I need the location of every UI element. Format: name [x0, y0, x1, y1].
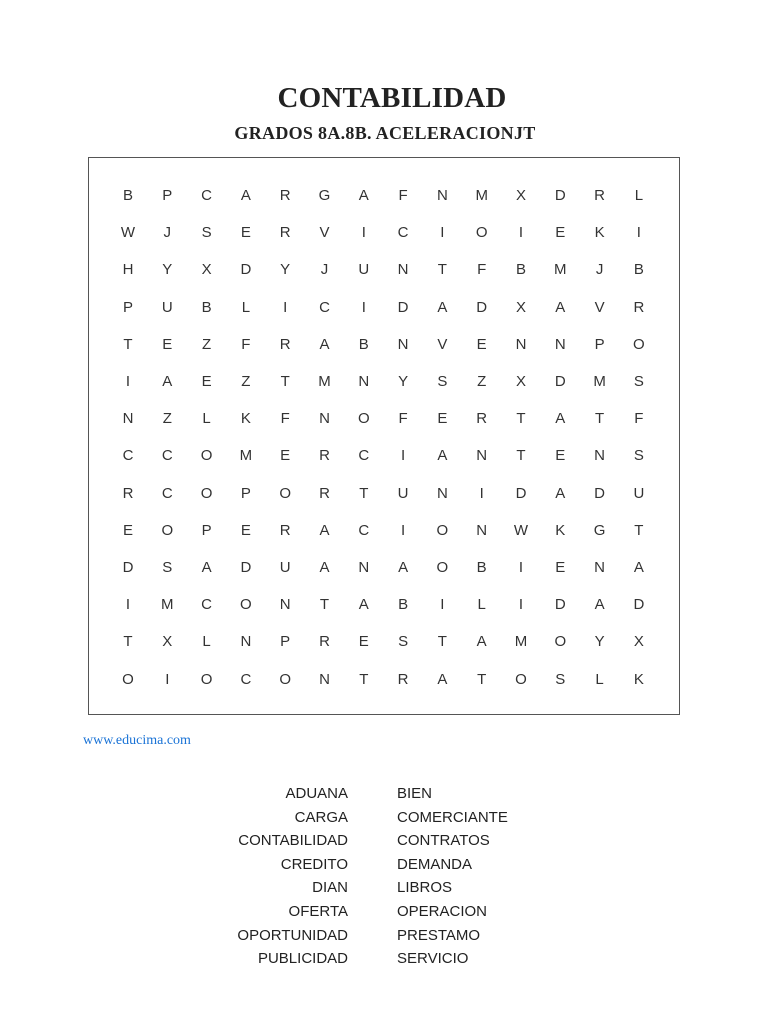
grid-letter[interactable]: I — [401, 447, 406, 465]
word-list-item: PUBLICIDAD — [257, 950, 348, 968]
grid-letter[interactable]: K — [240, 410, 251, 428]
grid-row — [89, 484, 679, 504]
grid-letter[interactable]: T — [437, 633, 447, 651]
grid-letter[interactable]: G — [318, 187, 331, 204]
word-list-item: DIAN — [312, 879, 348, 897]
grid-letter[interactable]: A — [555, 298, 566, 316]
grid-letter[interactable]: A — [437, 447, 448, 465]
grid-letter[interactable]: N — [240, 633, 252, 651]
grid-letter[interactable]: U — [161, 298, 173, 316]
grid-row — [89, 558, 679, 578]
grid-letter[interactable]: X — [515, 373, 526, 390]
grid-letter[interactable]: D — [476, 298, 488, 316]
grid-letter[interactable]: O — [200, 670, 213, 688]
word-list-item: OFERTA — [288, 902, 348, 920]
grid-letter[interactable]: E — [201, 373, 212, 390]
word-list-left — [160, 784, 348, 973]
grid-letter[interactable]: U — [279, 559, 291, 576]
grid-letter[interactable]: X — [515, 187, 526, 204]
grid-letter[interactable]: C — [319, 298, 330, 316]
grid-letter[interactable]: L — [595, 670, 604, 688]
grid-letter[interactable]: W — [120, 224, 136, 242]
grid-letter[interactable]: O — [279, 484, 292, 502]
grid-letter[interactable]: A — [358, 187, 369, 204]
grid-letter[interactable]: V — [319, 224, 330, 242]
grid-letter[interactable]: P — [201, 521, 212, 539]
word-list-item: LIBROS — [397, 879, 453, 897]
grid-letter[interactable]: I — [401, 521, 406, 539]
grid-letter[interactable]: Y — [162, 261, 173, 279]
grid-letter[interactable]: W — [513, 521, 529, 539]
grid-letter[interactable]: E — [476, 335, 487, 353]
grid-letter[interactable]: M — [554, 261, 567, 279]
grid-letter[interactable]: I — [636, 224, 641, 242]
grid-letter[interactable]: E — [240, 521, 251, 539]
grid-letter[interactable]: I — [361, 224, 366, 242]
grid-letter[interactable]: I — [361, 298, 366, 316]
grid-letter[interactable]: P — [594, 335, 605, 353]
grid-letter[interactable]: T — [359, 484, 369, 502]
grid-letter[interactable]: U — [358, 261, 370, 279]
grid-letter[interactable]: N — [476, 521, 488, 539]
grid-letter[interactable]: L — [634, 187, 644, 204]
grid-letter[interactable]: R — [476, 410, 488, 428]
grid-letter[interactable]: R — [122, 484, 134, 502]
grid-letter[interactable]: E — [555, 559, 566, 576]
grid-letter[interactable]: C — [358, 447, 370, 465]
grid-letter[interactable]: N — [279, 596, 291, 614]
word-list-item: OPERACION — [397, 902, 488, 920]
grid-letter[interactable]: N — [594, 559, 606, 576]
grid-letter[interactable]: Z — [202, 335, 212, 353]
grid-letter[interactable]: D — [633, 596, 645, 614]
grid-letter[interactable]: Y — [398, 373, 409, 390]
grid-letter[interactable]: C — [161, 447, 173, 465]
grid-letter[interactable]: Z — [162, 410, 172, 428]
grid-letter[interactable]: A — [633, 559, 644, 576]
grid-letter[interactable]: C — [201, 187, 213, 204]
grid-letter[interactable]: I — [518, 559, 524, 576]
grid-letter[interactable]: A — [358, 596, 369, 614]
grid-letter[interactable]: U — [633, 484, 645, 502]
grid-letter[interactable]: J — [163, 224, 172, 242]
grid-letter[interactable]: A — [555, 410, 566, 428]
grid-letter[interactable]: D — [594, 484, 606, 502]
grid-letter[interactable]: C — [122, 447, 134, 465]
word-list-item: CONTABILIDAD — [238, 832, 348, 850]
grid-letter[interactable]: N — [358, 373, 370, 390]
grid-letter[interactable]: I — [125, 373, 131, 390]
grid-letter[interactable]: E — [122, 521, 133, 539]
grid-letter[interactable]: E — [280, 447, 291, 465]
grid-letter[interactable]: O — [357, 410, 370, 428]
grid-letter[interactable]: A — [437, 670, 448, 688]
grid-letter[interactable]: A — [162, 373, 173, 390]
grid-letter[interactable]: J — [320, 261, 329, 279]
grid-letter[interactable]: S — [162, 559, 173, 576]
grid-letter[interactable]: H — [122, 261, 134, 279]
word-list-item: CONTRATOS — [397, 832, 490, 850]
grid-letter[interactable]: B — [122, 187, 133, 204]
grid-letter[interactable]: N — [319, 410, 330, 428]
grid-letter[interactable]: I — [518, 596, 524, 614]
grid-letter[interactable]: O — [633, 335, 645, 353]
grid-letter[interactable]: P — [240, 484, 251, 502]
grid-letter[interactable]: A — [319, 521, 330, 539]
grid-letter[interactable]: A — [555, 484, 566, 502]
grid-letter[interactable]: K — [594, 224, 605, 242]
grid-letter[interactable]: S — [437, 373, 448, 390]
grid-letter[interactable]: A — [437, 298, 448, 316]
word-list-item: SERVICIO — [397, 950, 469, 968]
word-list-item: CARGA — [294, 808, 348, 826]
grid-letter[interactable]: E — [437, 410, 448, 428]
grid-letter[interactable]: G — [593, 521, 606, 539]
grid-letter[interactable]: R — [397, 670, 409, 688]
grid-letter[interactable]: P — [162, 187, 173, 204]
grid-letter[interactable]: C — [201, 596, 213, 614]
grid-letter[interactable]: R — [279, 224, 291, 242]
grid-letter[interactable]: O — [200, 447, 213, 465]
grid-letter[interactable]: X — [633, 633, 644, 651]
grid-row — [89, 632, 679, 652]
grid-letter[interactable]: A — [240, 187, 251, 204]
grid-letter[interactable]: D — [554, 596, 566, 614]
grid-letter[interactable]: C — [161, 484, 173, 502]
grid-letter[interactable]: C — [240, 670, 252, 688]
grid-letter[interactable]: A — [319, 559, 330, 576]
grid-letter[interactable]: T — [123, 633, 133, 651]
grid-letter[interactable]: T — [280, 373, 290, 390]
grid-letter[interactable]: N — [594, 447, 606, 465]
grid-letter[interactable]: V — [594, 298, 605, 316]
grid-letter[interactable]: L — [202, 410, 211, 428]
grid-letter[interactable]: A — [594, 596, 605, 614]
grid-row — [89, 186, 679, 206]
grid-letter[interactable]: E — [162, 335, 173, 353]
grid-letter[interactable]: F — [634, 410, 644, 428]
grid-letter[interactable]: T — [319, 596, 330, 614]
grid-letter[interactable]: O — [122, 670, 134, 688]
grid-letter[interactable]: M — [475, 187, 488, 204]
word-list-right — [397, 784, 597, 973]
grid-letter[interactable]: X — [162, 633, 173, 651]
grid-letter[interactable]: B — [633, 261, 644, 279]
grid-letter[interactable]: R — [279, 187, 291, 204]
grid-letter[interactable]: A — [398, 559, 409, 576]
grid-letter[interactable]: F — [477, 261, 487, 279]
source-link[interactable]: www.educima.com — [83, 733, 191, 748]
grid-row — [89, 223, 679, 243]
grid-row — [89, 298, 679, 318]
word-search-grid — [88, 157, 680, 715]
grid-letter[interactable]: I — [283, 298, 288, 316]
grid-letter[interactable]: Z — [477, 373, 487, 390]
grid-letter[interactable]: A — [319, 335, 330, 353]
grid-letter[interactable]: Y — [594, 633, 605, 651]
grid-letter[interactable]: Y — [280, 261, 291, 279]
word-list-item: CREDITO — [280, 855, 348, 873]
grid-letter[interactable]: B — [398, 596, 409, 614]
grid-letter[interactable]: N — [515, 335, 527, 353]
grid-letter[interactable]: D — [554, 373, 566, 390]
grid-letter[interactable]: P — [122, 298, 133, 316]
grid-letter[interactable]: A — [201, 559, 212, 576]
grid-letter[interactable]: E — [555, 447, 566, 465]
grid-letter[interactable]: I — [165, 670, 170, 688]
word-list-item: ADUANA — [285, 785, 348, 802]
grid-letter[interactable]: D — [554, 187, 566, 204]
grid-letter[interactable]: I — [518, 224, 524, 242]
word-list-item: BIEN — [397, 785, 433, 802]
grid-letter[interactable]: F — [398, 187, 408, 204]
grid-letter[interactable]: E — [240, 224, 251, 242]
grid-letter[interactable]: N — [476, 447, 488, 465]
grid-letter[interactable]: B — [201, 298, 212, 316]
grid-letter[interactable]: J — [595, 261, 604, 279]
grid-letter[interactable]: T — [516, 410, 526, 428]
grid-row — [89, 260, 679, 280]
grid-letter[interactable]: M — [239, 447, 253, 465]
grid-letter[interactable]: N — [358, 559, 370, 576]
grid-letter[interactable]: C — [358, 521, 370, 539]
grid-letter[interactable]: T — [437, 261, 447, 279]
word-list-item: OPORTUNIDAD — [237, 926, 348, 944]
grid-letter[interactable]: I — [479, 484, 484, 502]
grid-letter[interactable]: F — [241, 335, 251, 353]
grid-letter[interactable]: P — [280, 633, 291, 651]
grid-letter[interactable]: R — [594, 187, 606, 204]
grid-letter[interactable]: R — [279, 335, 291, 353]
page-subtitle: GRADOS 8A.8B. ACELERACIONJT — [234, 123, 536, 143]
grid-letter[interactable]: N — [122, 410, 134, 428]
grid-letter[interactable]: R — [319, 484, 330, 502]
grid-letter[interactable]: B — [515, 261, 526, 279]
grid-letter[interactable]: B — [476, 559, 487, 576]
grid-letter[interactable]: S — [398, 633, 409, 651]
grid-row — [89, 595, 679, 615]
grid-letter[interactable]: K — [555, 521, 566, 539]
grid-letter[interactable]: D — [397, 298, 409, 316]
grid-letter[interactable]: N — [397, 261, 409, 279]
grid-letter[interactable]: I — [125, 596, 131, 614]
grid-letter[interactable]: O — [240, 596, 252, 614]
grid-letter[interactable]: O — [279, 670, 292, 688]
grid-letter[interactable]: N — [436, 484, 448, 502]
grid-letter[interactable]: D — [122, 559, 134, 576]
grid-letter[interactable]: S — [201, 224, 212, 242]
grid-letter[interactable]: S — [633, 373, 644, 390]
grid-letter[interactable]: T — [477, 670, 487, 688]
grid-letter[interactable]: K — [633, 670, 644, 688]
grid-row — [89, 335, 679, 355]
grid-letter[interactable]: B — [358, 335, 369, 353]
grid-letter[interactable]: D — [240, 559, 252, 576]
grid-letter[interactable]: T — [123, 335, 133, 353]
grid-letter[interactable]: M — [593, 373, 606, 390]
grid-letter[interactable]: L — [477, 596, 486, 614]
grid-letter[interactable]: F — [398, 410, 408, 428]
grid-letter[interactable]: E — [555, 224, 566, 242]
grid-letter[interactable]: R — [319, 633, 330, 651]
word-list-item: PRESTAMO — [397, 926, 481, 944]
grid-letter[interactable]: O — [475, 224, 488, 242]
word-list-item: DEMANDA — [397, 855, 473, 873]
grid-row — [89, 446, 679, 466]
grid-letter[interactable]: S — [555, 670, 566, 688]
grid-letter[interactable]: I — [440, 224, 445, 242]
grid-letter[interactable]: O — [515, 670, 527, 688]
grid-letter[interactable]: N — [554, 335, 566, 353]
grid-letter[interactable]: O — [554, 633, 567, 651]
grid-letter[interactable]: D — [515, 484, 527, 502]
grid-letter[interactable]: E — [358, 633, 369, 651]
grid-letter[interactable]: M — [318, 373, 331, 390]
grid-letter[interactable]: O — [200, 484, 213, 502]
grid-row — [89, 372, 679, 392]
word-list-item: COMERCIANTE — [397, 808, 508, 826]
grid-letter[interactable]: R — [633, 298, 645, 316]
page-title: CONTABILIDAD — [277, 82, 507, 114]
grid-letter[interactable]: A — [476, 633, 487, 651]
grid-letter[interactable]: X — [201, 261, 212, 279]
grid-letter[interactable]: N — [319, 670, 330, 688]
grid-letter[interactable]: V — [437, 335, 448, 353]
grid-letter[interactable]: R — [279, 521, 291, 539]
grid-letter[interactable]: F — [280, 410, 290, 428]
grid-letter[interactable]: T — [516, 447, 526, 465]
grid-letter[interactable]: N — [397, 335, 409, 353]
grid-letter[interactable]: U — [397, 484, 409, 502]
grid-letter[interactable]: Z — [241, 373, 251, 390]
grid-letter[interactable]: T — [595, 410, 605, 428]
grid-letter[interactable]: L — [241, 298, 251, 316]
grid-letter[interactable]: T — [359, 670, 369, 688]
grid-row — [89, 409, 679, 429]
grid-letter[interactable]: D — [240, 261, 252, 279]
grid-letter[interactable]: S — [633, 447, 644, 465]
grid-letter[interactable]: O — [161, 521, 174, 539]
grid-letter[interactable]: O — [436, 521, 449, 539]
grid-letter[interactable]: M — [514, 633, 528, 651]
grid-letter[interactable]: R — [319, 447, 330, 465]
grid-letter[interactable]: L — [202, 633, 211, 651]
grid-letter[interactable]: X — [515, 298, 526, 316]
grid-letter[interactable]: C — [397, 224, 409, 242]
grid-row — [89, 521, 679, 541]
grid-letter[interactable]: T — [634, 521, 644, 539]
grid-letter[interactable]: O — [436, 559, 449, 576]
grid-letter[interactable]: N — [436, 187, 448, 204]
grid-letter[interactable]: I — [440, 596, 445, 614]
grid-row — [89, 670, 679, 690]
grid-letter[interactable]: M — [161, 596, 174, 614]
